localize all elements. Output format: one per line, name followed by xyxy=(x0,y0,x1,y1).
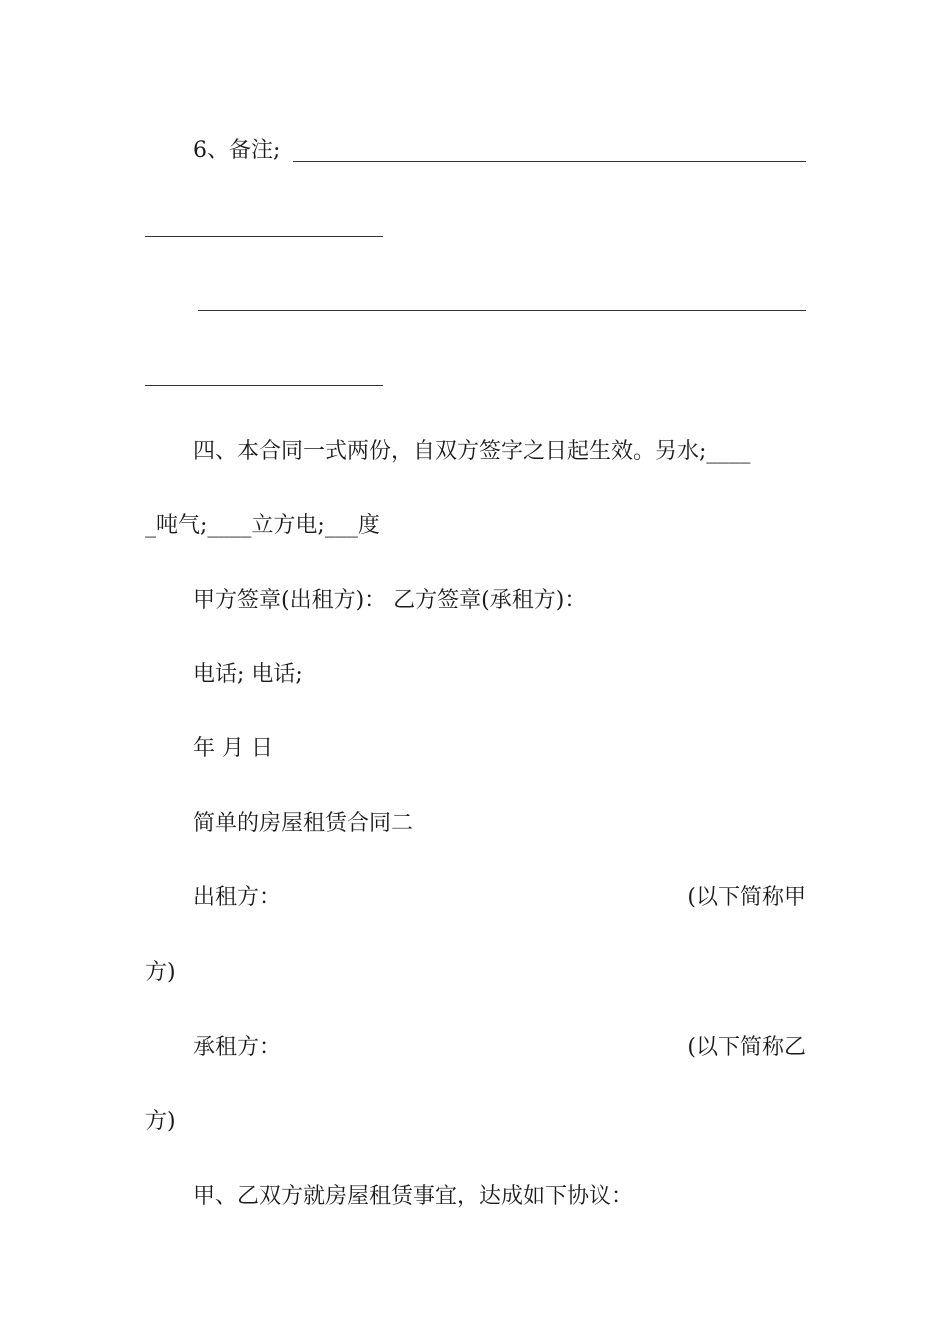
remark-label: 6、备注; xyxy=(193,138,281,163)
clause-four-line-2: _吨气;____立方电;___度 xyxy=(145,513,380,538)
date-line: 年 月 日 xyxy=(193,736,273,761)
remark-blank-line-1 xyxy=(293,161,806,162)
agreement-intro: 甲、乙双方就房屋租赁事宜，达成如下协议： xyxy=(193,1184,634,1209)
remark-blank-line-4 xyxy=(145,385,383,386)
lessee-abbrev-wrap: 方) xyxy=(145,1109,176,1134)
lessor-abbrev: (以下简称甲 xyxy=(687,885,806,910)
lessor-label: 出租方： xyxy=(193,885,282,910)
lessee-abbrev: (以下简称乙 xyxy=(687,1035,806,1060)
remark-blank-line-3 xyxy=(198,310,806,311)
phone-line: 电话; 电话; xyxy=(193,662,303,687)
signature-line: 甲方签章(出租方)： 乙方签章(承租方)： xyxy=(193,588,587,613)
lessee-label: 承租方： xyxy=(193,1035,282,1060)
clause-four-line-1: 四、本合同一式两份，自双方签字之日起生效。另水;____ xyxy=(193,439,751,464)
lessor-abbrev-wrap: 方) xyxy=(145,960,176,985)
contract-two-title: 简单的房屋租赁合同二 xyxy=(193,811,414,836)
remark-blank-line-2 xyxy=(145,236,383,237)
